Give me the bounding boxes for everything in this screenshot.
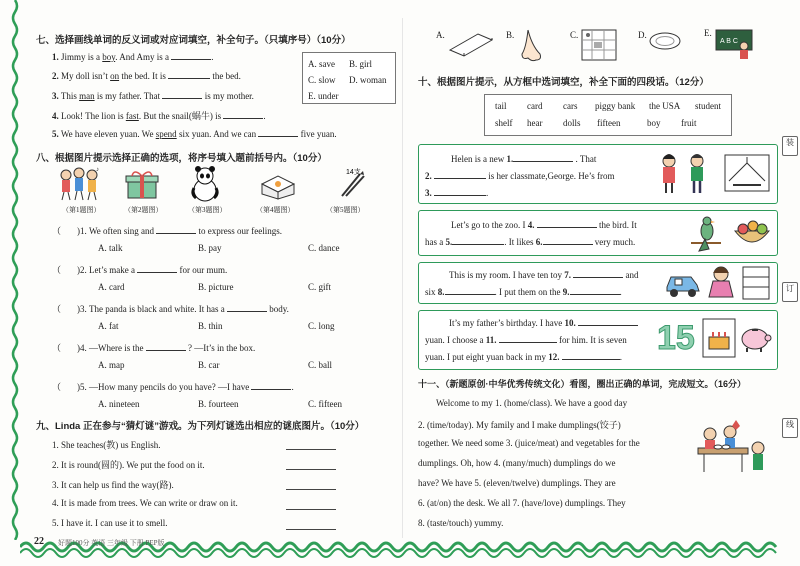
s8-q3-blank	[227, 303, 267, 312]
box-image	[258, 172, 298, 200]
s9-pic-e-letter: E.	[704, 28, 712, 38]
s11-line-3: together. We need some 3. (juice/meat) and vegetables for the	[418, 438, 640, 448]
section7-title: 七、选择画线单词的反义词或对应词填空，补全句子。（只填序号）（10分）	[36, 35, 351, 46]
s10-word-fifteen: fifteen	[597, 118, 621, 128]
s8-q4-blank	[146, 342, 186, 351]
s9-answer-4[interactable]	[286, 509, 336, 510]
plate-image	[648, 30, 682, 52]
pencil-count-label: 14支	[346, 169, 361, 176]
s8-q1-opt-a: A. talk	[98, 243, 123, 253]
s8-q2-blank	[137, 264, 177, 273]
s8-q5-opt-c: C. fifteen	[308, 399, 342, 409]
s10-word-dolls: dolls	[563, 118, 581, 128]
s9-answer-1[interactable]	[286, 449, 336, 450]
s7-option-box	[302, 52, 396, 104]
side-tab-3: 线	[782, 418, 798, 438]
s10-blank-11[interactable]	[499, 334, 557, 343]
s8-q1-blank	[156, 225, 196, 234]
s8-q2: （ )2. Let’s make a for our mum.	[52, 265, 228, 275]
piggy-bank-image	[739, 323, 773, 353]
s7-q3: 3. This man is my father. That is my mother.	[52, 91, 254, 101]
s8-pic-label-2: （第2题图）	[124, 206, 163, 214]
s7-q2: 2. My doll isn’t on the bed. It is the bed.	[52, 71, 241, 81]
side-tab-1: 装	[782, 136, 798, 156]
s7-option-b: B. girl	[349, 59, 373, 69]
s11-line-1: Welcome to my 1. (home/class). We have a good day	[436, 398, 628, 408]
s10-word-student: student	[695, 101, 721, 111]
s10-blank-6[interactable]	[543, 236, 593, 245]
s10-box3-line2: six 8. . I put them on the 9. .	[425, 287, 622, 297]
s11-line-6: 6. (at/on) the desk. We all 7. (have/love) dumplings. They	[418, 498, 626, 508]
s10-box-1	[418, 144, 778, 204]
s10-blank-12[interactable]	[562, 351, 620, 360]
s9-item-2: 2. It is round(圆的). We put the food on it.	[52, 460, 205, 470]
s7-q4-blank[interactable]	[223, 110, 263, 119]
s9-item-4: 4. It is made from trees. We can write or draw on it.	[52, 498, 238, 508]
s8-q5-blank	[251, 381, 291, 390]
family-dumplings-image	[696, 418, 772, 482]
s8-q4-opt-a: A. map	[98, 360, 125, 370]
s10-box2-line1: Let’s go to the zoo. I 4. the bird. It	[451, 220, 637, 230]
paper-image	[446, 30, 496, 58]
s7-q5: 5. We have eleven yuan. We spend six yuan. And we can five yuan.	[52, 129, 337, 139]
s10-word-card: card	[527, 101, 543, 111]
s9-answer-3[interactable]	[286, 489, 336, 490]
s10-box1-line2: 2. is her classmate,George. He’s from	[425, 171, 615, 181]
s8-pic-label-3: （第3题图）	[188, 206, 227, 214]
s7-q1: 1. Jimmy is a boy. And Amy is a .	[52, 52, 214, 62]
s10-blank-1[interactable]	[513, 153, 573, 162]
s8-q3: （ )3. The panda is black and white. It has a body.	[52, 304, 289, 314]
s9-answer-5[interactable]	[286, 529, 336, 530]
s7-q5-blank[interactable]	[258, 128, 298, 137]
s10-word-boy: boy	[647, 118, 661, 128]
s10-box1-line1: Helen is a new 1. . That	[451, 154, 597, 164]
page-number: 22	[34, 536, 44, 547]
girl-and-boy-image	[657, 151, 711, 197]
nose-image	[516, 28, 548, 66]
s8-q5-opt-b: B. fourteen	[198, 399, 239, 409]
section9-title: 九、Linda 正在参与“猜灯谜”游戏。为下列灯谜选出相应的谜底图片。（10分）	[36, 421, 365, 432]
s9-pic-b-letter: B.	[506, 30, 515, 40]
s10-blank-10[interactable]	[578, 317, 638, 326]
s10-word-the-usa: the USA	[649, 101, 681, 111]
usa-landmark-image	[723, 151, 771, 195]
s8-pic-label-1: （第1题图）	[62, 206, 101, 214]
section8-title: 八、根据图片提示选择正确的选项，将序号填入题前括号内。（10分）	[36, 153, 327, 164]
s10-word-fruit: fruit	[681, 118, 697, 128]
s7-option-c: C. slow	[308, 75, 336, 85]
s8-pic-label-4: （第4题图）	[256, 206, 295, 214]
s7-q1-blank[interactable]	[171, 51, 211, 60]
s10-box-3	[418, 262, 778, 304]
s8-q2-opt-b: B. picture	[198, 282, 234, 292]
left-wave-border	[10, 0, 20, 540]
toy-car-image	[663, 265, 703, 299]
s8-q5-opt-a: A. nineteen	[98, 399, 140, 409]
map-image	[580, 28, 618, 62]
fruit-basket-image	[731, 217, 773, 249]
s8-q1-opt-c: C. dance	[308, 243, 340, 253]
s10-word-box	[484, 94, 732, 136]
s8-q3-opt-a: A. fat	[98, 321, 119, 331]
doll-image	[707, 265, 735, 301]
s10-box2-line2: has a 5. . It likes 6. very much.	[425, 237, 636, 247]
s8-q3-opt-b: B. thin	[198, 321, 223, 331]
gift-box-image	[124, 170, 160, 200]
s10-word-cars: cars	[563, 101, 578, 111]
page-divider	[402, 18, 403, 538]
svg-text:A B C: A B C	[720, 38, 738, 45]
s8-q4: （ )4. —Where is the ? —It’s in the box.	[52, 343, 256, 353]
s11-line-5: have? We have 5. (eleven/twelve) dumplings. They are	[418, 478, 616, 488]
s8-q2-opt-a: A. card	[98, 282, 125, 292]
s10-blank-4[interactable]	[537, 219, 597, 228]
s10-blank-2[interactable]	[434, 170, 486, 179]
s10-blank-5[interactable]	[452, 236, 504, 245]
s10-box4-line1: It’s my father’s birthday. I have 10.	[449, 317, 638, 328]
shelf-image	[741, 265, 771, 301]
s8-q5: （ )5. —How many pencils do you have? —I have .	[52, 382, 294, 392]
s10-box1-line3: 3. .	[425, 188, 489, 198]
section10-title: 十、根据图片提示，从方框中选词填空，补全下面的四段话。（12分）	[418, 77, 709, 88]
s11-line-7: 8. (taste/touch) yummy.	[418, 518, 504, 528]
teacher-image	[714, 26, 754, 60]
s9-item-1: 1. She teaches(教) us English.	[52, 440, 161, 450]
s11-line-4: dumplings. Oh, how 4. (many/much) dumplings do we	[418, 458, 616, 468]
s7-q3-blank[interactable]	[162, 90, 202, 99]
panda-image	[190, 166, 220, 202]
s9-item-5: 5. I have it. I can use it to smell.	[52, 518, 168, 528]
s7-q4: 4. Look! The lion is fast. But the snail(蜗牛) is .	[52, 111, 266, 121]
pencils-image	[336, 166, 370, 200]
big-number-15: 15	[657, 319, 695, 357]
s9-pic-d-letter: D.	[638, 30, 647, 40]
section11-title: 十一、（新题原创·中华优秀传统文化）看图，圈出正确的单词，完成短文。（16分）	[418, 379, 747, 389]
s10-word-shelf: shelf	[495, 118, 513, 128]
s10-box4-line2: yuan. I choose a 11. for him. It is seven	[425, 335, 627, 345]
s10-box-2	[418, 210, 778, 256]
s8-q1-opt-b: B. pay	[198, 243, 222, 253]
bird-image	[687, 213, 725, 253]
s10-box3-line1: This is my room. I have ten toy 7. and	[449, 270, 639, 280]
s10-blank-3[interactable]	[434, 187, 486, 196]
s7-q2-blank[interactable]	[168, 70, 210, 79]
s10-word-piggy-bank: piggy bank	[595, 101, 636, 111]
s8-pic-label-5: （第5题图）	[326, 206, 365, 214]
s9-item-3: 3. It can help us find the way(路).	[52, 480, 174, 490]
s10-blank-8[interactable]	[445, 286, 495, 295]
s8-q1: （ )1. We often sing and to express our feelings.	[52, 226, 283, 236]
s8-q4-opt-b: B. car	[198, 360, 220, 370]
s10-box4-line3: yuan. I put eight yuan back in my 12. .	[425, 352, 622, 362]
s7-option-a: A. save	[308, 59, 335, 69]
s10-word-tail: tail	[495, 101, 507, 111]
s10-word-hear: hear	[527, 118, 543, 128]
s8-q4-opt-c: C. ball	[308, 360, 332, 370]
s10-box-4	[418, 310, 778, 370]
s8-q3-opt-c: C. long	[308, 321, 335, 331]
s9-pic-a-letter: A.	[436, 30, 445, 40]
s10-blank-9[interactable]	[570, 286, 620, 295]
s9-answer-2[interactable]	[286, 469, 336, 470]
s7-option-e: E. under	[308, 91, 339, 101]
s10-blank-7[interactable]	[573, 269, 623, 278]
singing-children-image	[56, 166, 102, 202]
footer-text: 好题100分 英语 三年级 下册 PEP版	[58, 539, 165, 547]
s11-line-2: 2. (time/today). My family and I make dumplings(饺子)	[418, 420, 621, 430]
s7-option-d: D. woman	[349, 75, 387, 85]
s8-q2-opt-c: C. gift	[308, 282, 332, 292]
birthday-card-image	[701, 317, 737, 359]
side-tab-2: 订	[782, 282, 798, 302]
s9-pic-c-letter: C.	[570, 30, 579, 40]
svg-text:♪: ♪	[96, 167, 99, 173]
